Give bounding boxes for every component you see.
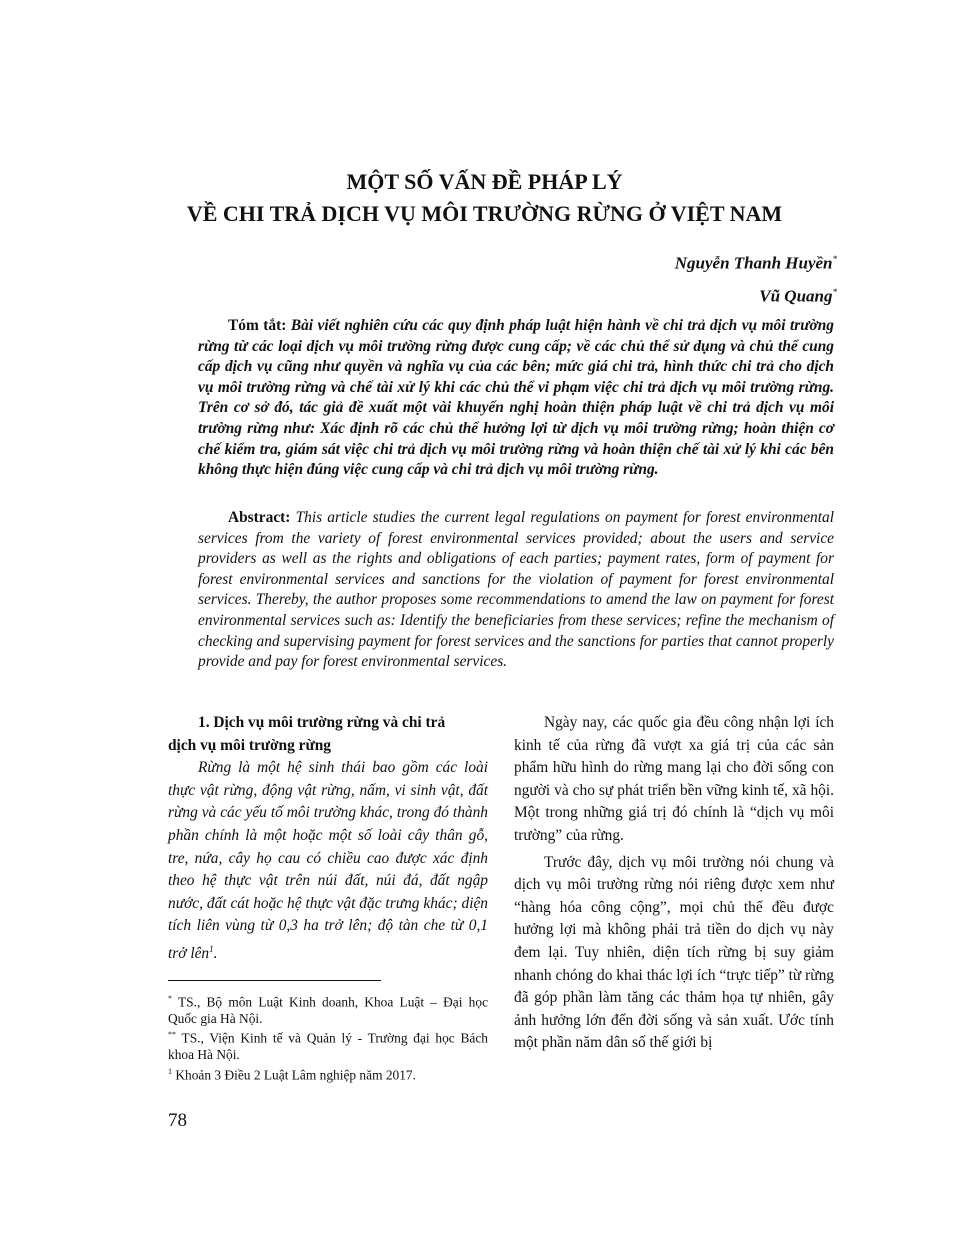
author-1 [675, 245, 837, 278]
footnote-text: TS., Viện Kinh tế và Quản lý - Trường đại học Bách khoa Hà Nội. [168, 1030, 488, 1063]
footnote-3 [168, 1064, 488, 1084]
author-name: Vũ Quang [759, 286, 833, 306]
author-list [675, 245, 837, 310]
author-2 [675, 278, 837, 311]
footnote-1 [168, 991, 488, 1028]
definition-end: . [213, 945, 218, 963]
article-title [0, 166, 969, 230]
abstract-en-label: Abstract: [228, 509, 291, 526]
abstract-vietnamese [198, 316, 834, 481]
section-heading-line-2: dịch vụ môi trường rừng [168, 736, 331, 754]
left-column [168, 712, 488, 1084]
page-number: 78 [168, 1110, 187, 1131]
footnote-text: TS., Bộ môn Luật Kinh doanh, Khoa Luật – Đại học Quốc gia Hà Nội. [168, 994, 489, 1026]
footnote-2 [168, 1027, 488, 1064]
forest-definition [168, 757, 488, 965]
footnote-mark: 1 [168, 1066, 172, 1076]
title-line-2: VỀ CHI TRẢ DỊCH VỤ MÔI TRƯỜNG RỪNG Ở VIỆT NAM [186, 201, 783, 226]
footnote-mark: * [168, 993, 172, 1003]
paragraph-1: Ngày nay, các quốc gia đều công nhận lợi ích kinh tế của rừng đã vượt xa giá trị của các sản phẩm hữu hình do rừng mang lại cho đời sống con người và cho sự phát triển bền vững kinh tế, xã hội. Một trong những giá trị đó chính là “dịch vụ môi trường” của rừng. [514, 714, 834, 844]
footnote-ref: 1 [209, 943, 214, 954]
author-mark: * [832, 286, 837, 297]
footnote-divider [168, 980, 381, 981]
section-heading-line-1: 1. Dịch vụ môi trường rừng và chi trả [198, 714, 446, 731]
abstract-vi-text: Bài viết nghiên cứu các quy định pháp luật hiện hành về chi trả dịch vụ môi trường rừng từ các loại dịch vụ môi trường rừng được cung cấp; về các chủ thể sử dụng và chủ thể cung cấp dịch vụ cũng như quyền và nghĩa vụ của các bên; mức giá chi trả, hình thức chi trả cho dịch vụ môi trường rừng và chế tài xử lý khi các chủ thể vi phạm việc chi trả dịch vụ môi trường rừng. Trên cơ sở đó, tác giả đề xuất một vài khuyến nghị hoàn thiện pháp luật về chi trả dịch vụ môi trường rừng như: Xác định rõ các chủ thể hưởng lợi từ dịch vụ môi trường rừng; hoàn thiện cơ chế kiểm tra, giám sát việc chi trả dịch vụ môi trường rừng và hoàn thiện chế tài xử lý khi các bên không thực hiện đúng việc cung cấp và chi trả dịch vụ môi trường rừng. [198, 317, 834, 479]
footnote-mark: ** [168, 1030, 176, 1040]
abstract-english [198, 508, 834, 673]
author-name: Nguyễn Thanh Huyền [674, 253, 833, 273]
title-line-1: MỘT SỐ VẤN ĐỀ PHÁP LÝ [346, 169, 623, 194]
definition-text: Rừng là một hệ sinh thái bao gồm các loài thực vật rừng, động vật rừng, nấm, vi sinh vật, đất rừng và các yếu tố môi trường khác, trong đó thành phần chính là một hoặc một số loài cây thân gỗ, tre, nứa, cây họ cau có chiều cao được xác định theo hệ thực vật trên núi đất, núi đá, đất ngập nước, đất cát hoặc hệ thực vật đặc trưng khác; diện tích liên vùng từ 0,3 ha trở lên; độ tàn che từ 0,1 trở lên [168, 759, 488, 963]
abstract-vi-label: Tóm tắt: [228, 317, 287, 334]
abstract-en-text: This article studies the current legal regulations on payment for forest environmental services from the variety of forest environmental services provided; about the users and service providers as well as the rights and obligations of each parties; payment rates, form of payment for forest environmental services and sanctions for the violation of payment for forest environmental services. Thereby, the author proposes some recommendations to amend the law on payment for forest environmental services such as: Identify the beneficiaries from these services; refine the mechanism of checking and supervising payment for forest services and the sanctions for parties that cannot properly provide and pay for forest environmental services. [198, 509, 834, 671]
author-mark: * [832, 254, 837, 264]
footnote-text: Khoản 3 Điều 2 Luật Lâm nghiệp năm 2017. [175, 1067, 416, 1083]
section-1-heading [168, 712, 488, 757]
paragraph-2: Trước đây, dịch vụ môi trường nói chung và dịch vụ môi trường rừng nói riêng được xem như “hàng hóa công cộng”, mọi chủ thể đều được hưởng lợi mà không phải trả tiền do dịch vụ này đem lại. Tuy nhiên, diện tích rừng bị suy giảm nhanh chóng do khai thác lợi ích “trực tiếp” từ rừng đã góp phần làm tăng các thảm họa tự nhiên, gây ảnh hưởng lớn đến đời sống và sản xuất. Ước tính một phần năm dân số thế giới bị [514, 853, 834, 1052]
right-column [514, 712, 834, 1055]
